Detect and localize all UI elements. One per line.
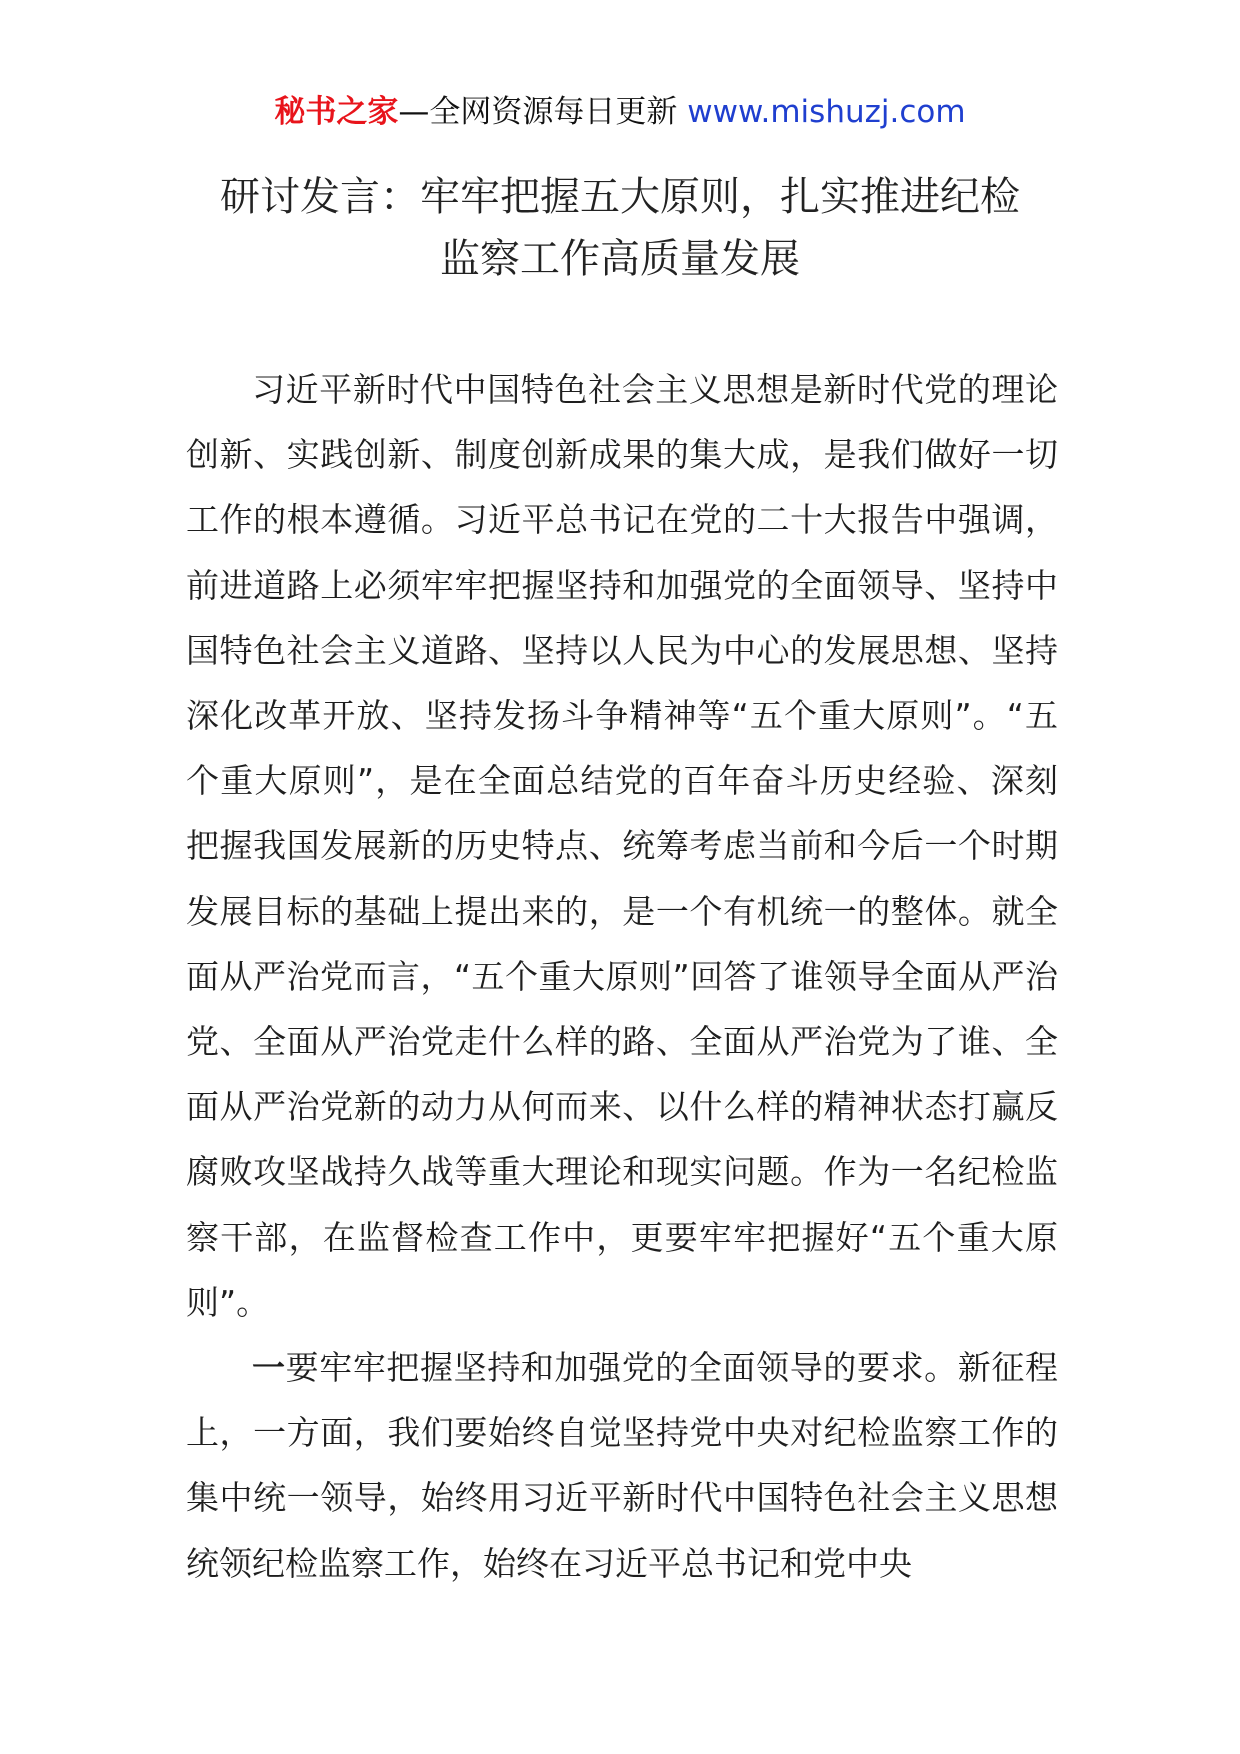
paragraph-principle-one — [186, 1335, 1058, 1596]
document-body — [186, 357, 1058, 1596]
title-line-1: 研讨发言：牢牢把握五大原则，扎实推进纪检 — [220, 174, 1020, 220]
site-header — [0, 92, 1240, 132]
header-slogan: —全网资源每日更新 — [398, 94, 678, 130]
paragraph-lead-marker: 一 — [252, 1348, 286, 1388]
paragraph-principle-one-text: 要牢牢把握坚持和加强党的全面领导的要求。新征程上，一方面，我们要始终自觉坚持党中央对纪检监察工作的集中统一领导，始终用习近平新时代中国特色社会主义思想统领纪检监察工作，始终在习近平总书记和党中央 — [186, 1348, 1059, 1583]
title-line-2: 监察工作高质量发展 — [440, 236, 800, 282]
document-title — [170, 166, 1070, 290]
brand-name: 秘书之家 — [274, 94, 399, 130]
paragraph-intro: 习近平新时代中国特色社会主义思想是新时代党的理论创新、实践创新、制度创新成果的集大成，是我们做好一切工作的根本遵循。习近平总书记在党的二十大报告中强调，前进道路上必须牢牢把握坚持和加强党的全面领导、坚持中国特色社会主义道路、坚持以人民为中心的发展思想、坚持深化改革开放、坚持发扬斗争精神等“五个重大原则”。“五个重大原则”，是在全面总结党的百年奋斗历史经验、深刻把握我国发展新的历史特点、统筹考虑当前和今后一个时期发展目标的基础上提出来的，是一个有机统一的整体。就全面从严治党而言，“五个重大原则”回答了谁领导全面从严治党、全面从严治党走什么样的路、全面从严治党为了谁、全面从严治党新的动力从何而来、以什么样的精神状态打赢反腐败攻坚战持久战等重大理论和现实问题。作为一名纪检监察干部，在监督检查工作中，更要牢牢把握好“五个重大原则”。 — [186, 370, 1058, 1322]
site-url-link[interactable]: www.mishuzj.com — [687, 94, 966, 130]
